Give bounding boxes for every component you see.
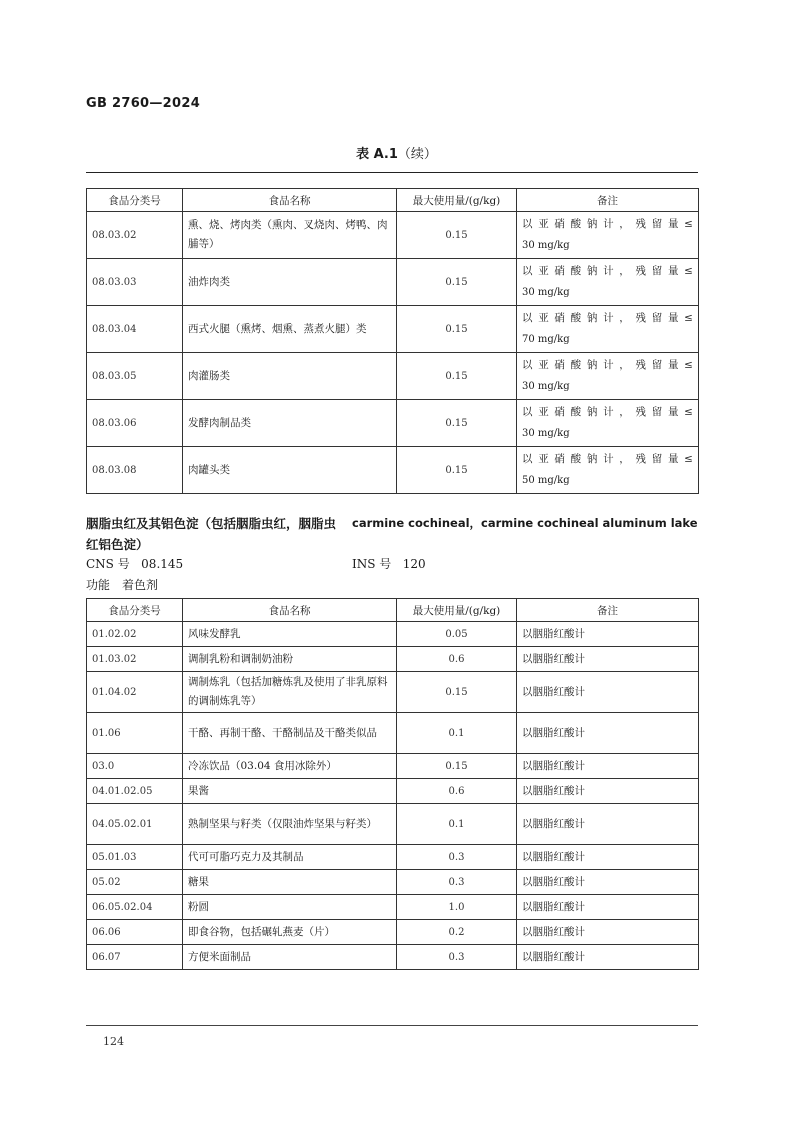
note: 以胭脂红酸计	[517, 713, 699, 754]
max-usage: 0.2	[397, 920, 517, 945]
food-name: 风味发酵乳	[183, 622, 397, 647]
food-category-code: 06.05.02.04	[87, 895, 183, 920]
table-row	[87, 779, 699, 804]
table-row	[87, 804, 699, 845]
note-line-2: 30 mg/kg	[522, 428, 570, 439]
max-usage: 0.1	[397, 804, 517, 845]
note	[517, 306, 699, 353]
note: 以胭脂红酸计	[517, 647, 699, 672]
max-usage: 0.15	[397, 212, 517, 259]
note-line-2: 30 mg/kg	[522, 381, 570, 392]
max-usage: 0.15	[397, 754, 517, 779]
note: 以胭脂红酸计	[517, 870, 699, 895]
function-line	[86, 576, 158, 593]
max-usage: 0.15	[397, 259, 517, 306]
food-category-code: 04.01.02.05	[87, 779, 183, 804]
table-title-label: 表 A.1	[356, 147, 398, 162]
table-row	[87, 895, 699, 920]
table-sodium-nitrite-continued	[86, 188, 699, 494]
cns-label: CNS 号	[86, 557, 130, 571]
food-category-code: 08.03.08	[87, 447, 183, 494]
max-usage: 0.15	[397, 306, 517, 353]
cns-value: 08.145	[141, 557, 184, 571]
note-line-2: 70 mg/kg	[522, 334, 570, 345]
food-name: 方便米面制品	[183, 945, 397, 970]
food-category-code: 08.03.05	[87, 353, 183, 400]
col-header-max: 最大使用量/(g/kg)	[397, 599, 517, 622]
max-usage: 0.6	[397, 647, 517, 672]
food-category-code: 05.02	[87, 870, 183, 895]
food-category-code: 08.03.06	[87, 400, 183, 447]
food-name: 熟制坚果与籽类（仅限油炸坚果与籽类）	[183, 804, 397, 845]
food-category-code: 06.07	[87, 945, 183, 970]
max-usage: 0.15	[397, 447, 517, 494]
food-name: 粉圆	[183, 895, 397, 920]
table-row	[87, 622, 699, 647]
note-line-1: 以亚硝酸钠计，残留量≤	[522, 359, 693, 371]
table-row	[87, 713, 699, 754]
col-header-note: 备注	[517, 599, 699, 622]
note: 以胭脂红酸计	[517, 945, 699, 970]
max-usage: 0.15	[397, 672, 517, 713]
ins-label: INS 号	[352, 557, 392, 571]
table-carmine-cochineal	[86, 598, 699, 970]
note	[517, 447, 699, 494]
note: 以胭脂红酸计	[517, 622, 699, 647]
function-label: 功能	[86, 578, 111, 592]
max-usage: 0.15	[397, 353, 517, 400]
food-name: 西式火腿（熏烤、烟熏、蒸煮火腿）类	[183, 306, 397, 353]
food-category-code: 08.03.04	[87, 306, 183, 353]
note: 以胭脂红酸计	[517, 920, 699, 945]
table-title	[0, 143, 793, 162]
note-line-1: 以亚硝酸钠计，残留量≤	[522, 453, 693, 465]
note: 以胭脂红酸计	[517, 754, 699, 779]
col-header-name: 食品名称	[183, 599, 397, 622]
bottom-rule	[86, 1025, 698, 1026]
note: 以胭脂红酸计	[517, 779, 699, 804]
food-name: 熏、烧、烤肉类（熏肉、叉烧肉、烤鸭、肉脯等）	[183, 212, 397, 259]
note	[517, 212, 699, 259]
food-name: 冷冻饮品（03.04 食用冰除外）	[183, 754, 397, 779]
food-name: 肉罐头类	[183, 447, 397, 494]
max-usage: 0.1	[397, 713, 517, 754]
cns-number	[86, 555, 183, 572]
food-category-code: 08.03.03	[87, 259, 183, 306]
table-header-row	[87, 599, 699, 622]
top-rule	[86, 172, 698, 173]
ins-value: 120	[402, 557, 426, 571]
table-row	[87, 920, 699, 945]
food-category-code: 01.02.02	[87, 622, 183, 647]
note-line-1: 以亚硝酸钠计，残留量≤	[522, 312, 693, 324]
note: 以胭脂红酸计	[517, 672, 699, 713]
col-header-code: 食品分类号	[87, 599, 183, 622]
food-name: 糖果	[183, 870, 397, 895]
food-category-code: 01.03.02	[87, 647, 183, 672]
col-header-max: 最大使用量/(g/kg)	[397, 189, 517, 212]
table-row	[87, 672, 699, 713]
table-row	[87, 353, 699, 400]
food-category-code: 08.03.02	[87, 212, 183, 259]
max-usage: 0.6	[397, 779, 517, 804]
food-name: 即食谷物，包括碾轧燕麦（片）	[183, 920, 397, 945]
food-category-code: 01.04.02	[87, 672, 183, 713]
standard-code: GB 2760—2024	[86, 96, 201, 111]
food-name: 代可可脂巧克力及其制品	[183, 845, 397, 870]
col-header-code: 食品分类号	[87, 189, 183, 212]
max-usage: 1.0	[397, 895, 517, 920]
food-category-code: 05.01.03	[87, 845, 183, 870]
note-line-2: 30 mg/kg	[522, 287, 570, 298]
note: 以胭脂红酸计	[517, 804, 699, 845]
page-number: 124	[103, 1035, 124, 1048]
note-line-1: 以亚硝酸钠计，残留量≤	[522, 406, 693, 418]
note: 以胭脂红酸计	[517, 845, 699, 870]
note-line-1: 以亚硝酸钠计，残留量≤	[522, 265, 693, 277]
max-usage: 0.15	[397, 400, 517, 447]
food-name: 油炸肉类	[183, 259, 397, 306]
function-value: 着色剂	[122, 578, 159, 592]
table-row	[87, 945, 699, 970]
table-row	[87, 754, 699, 779]
note-line-2: 30 mg/kg	[522, 240, 570, 251]
substance-name-en: carmine cochineal，carmine cochineal aluminum lake	[352, 516, 698, 530]
food-name: 调制炼乳（包括加糖炼乳及使用了非乳原料的调制炼乳等）	[183, 672, 397, 713]
food-category-code: 03.0	[87, 754, 183, 779]
substance-name-cn: 胭脂虫红及其铝色淀（包括胭脂虫红，胭脂虫红铝色淀）	[86, 516, 337, 552]
table-row	[87, 870, 699, 895]
food-name: 果酱	[183, 779, 397, 804]
food-category-code: 06.06	[87, 920, 183, 945]
note-line-1: 以亚硝酸钠计，残留量≤	[522, 218, 693, 230]
table-row	[87, 306, 699, 353]
table-row	[87, 212, 699, 259]
note	[517, 259, 699, 306]
note	[517, 400, 699, 447]
max-usage: 0.05	[397, 622, 517, 647]
food-category-code: 01.06	[87, 713, 183, 754]
food-name: 调制乳粉和调制奶油粉	[183, 647, 397, 672]
max-usage: 0.3	[397, 845, 517, 870]
table-title-cont: （续）	[397, 147, 437, 162]
col-header-note: 备注	[517, 189, 699, 212]
table-row	[87, 259, 699, 306]
ins-number	[352, 555, 426, 572]
note: 以胭脂红酸计	[517, 895, 699, 920]
food-name: 干酪、再制干酪、干酪制品及干酪类似品	[183, 713, 397, 754]
note-line-2: 50 mg/kg	[522, 475, 570, 486]
note	[517, 353, 699, 400]
max-usage: 0.3	[397, 870, 517, 895]
table-row	[87, 647, 699, 672]
food-category-code: 04.05.02.01	[87, 804, 183, 845]
table-header-row	[87, 189, 699, 212]
table-row	[87, 447, 699, 494]
table-row	[87, 845, 699, 870]
food-name: 肉灌肠类	[183, 353, 397, 400]
col-header-name: 食品名称	[183, 189, 397, 212]
max-usage: 0.3	[397, 945, 517, 970]
food-name: 发酵肉制品类	[183, 400, 397, 447]
table-row	[87, 400, 699, 447]
